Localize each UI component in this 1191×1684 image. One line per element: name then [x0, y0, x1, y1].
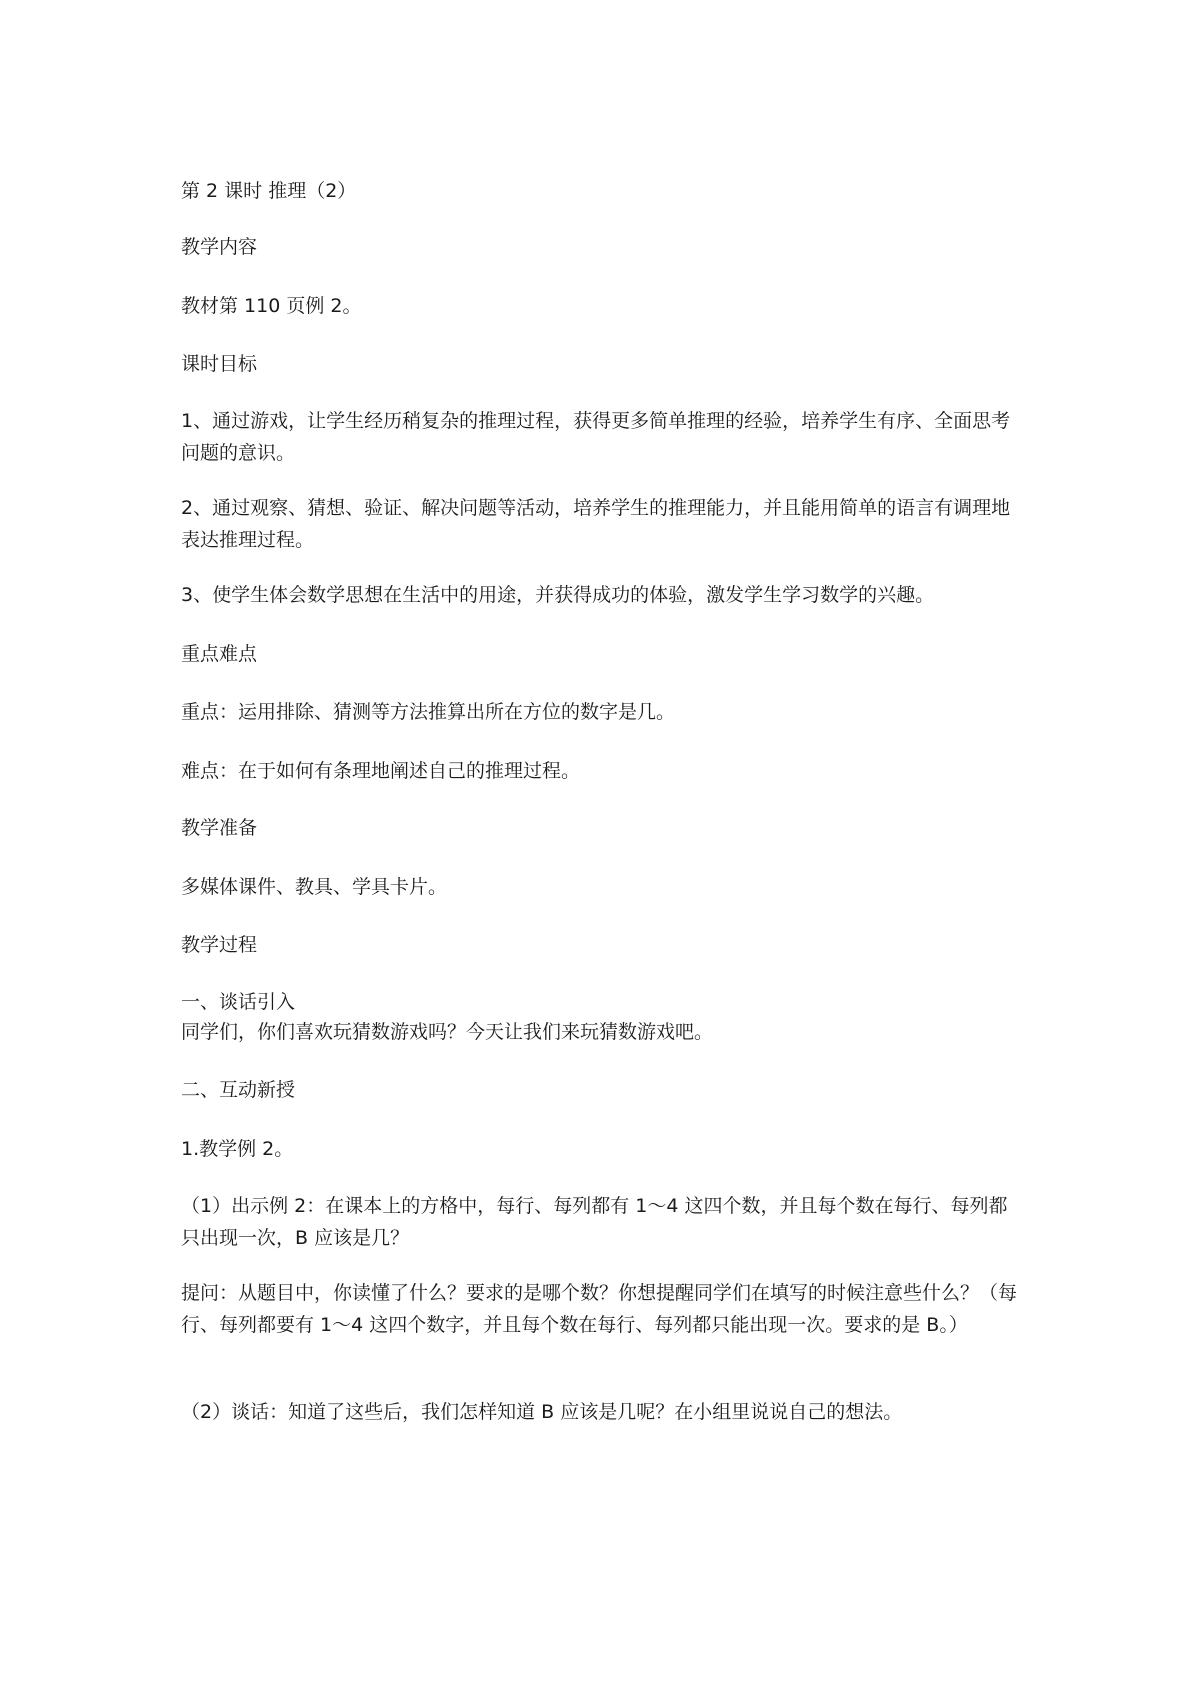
heading-teaching-preparation: 教学准备 — [181, 817, 258, 839]
step-1-title: 一、谈话引入 — [181, 991, 296, 1013]
step-1-text: 同学们，你们喜欢玩猜数游戏吗？今天让我们来玩猜数游戏吧。 — [181, 1021, 714, 1043]
example-title: 1.教学例 2。 — [181, 1138, 294, 1160]
step-2-title: 二、互动新授 — [181, 1079, 296, 1101]
goal-item-1: 1、通过游戏，让学生经历稍复杂的推理过程，获得更多简单推理的经验，培养学生有序、全面思考问题的意识。 — [181, 410, 1011, 464]
question-text: 提问：从题目中，你读懂了什么？要求的是哪个数？你想提醒同学们在填写的时候注意些什么？（每行、每列都要有 1～4 这四个数字，并且每个数在每行、每列都只能出现一次。要求的是 B。） — [181, 1282, 1018, 1336]
heading-teaching-process: 教学过程 — [181, 934, 258, 956]
example-part-2: （2）谈话：知道了这些后，我们怎样知道 B 应该是几呢？在小组里说说自己的想法。 — [181, 1401, 903, 1423]
difficulty-text: 难点：在于如何有条理地阐述自己的推理过程。 — [181, 760, 581, 782]
goal-item-3: 3、使学生体会数学思想在生活中的用途，并获得成功的体验，激发学生学习数学的兴趣。 — [181, 584, 935, 606]
key-point-text: 重点：运用排除、猜测等方法推算出所在方位的数字是几。 — [181, 701, 676, 723]
heading-lesson-goals: 课时目标 — [181, 353, 258, 375]
teaching-content-text: 教材第 110 页例 2。 — [181, 295, 362, 317]
lesson-title: 第 2 课时 推理（2） — [181, 180, 357, 202]
example-part-1: （1）出示例 2：在课本上的方格中，每行、每列都有 1～4 这四个数，并且每个数在每行、每列都只出现一次，B 应该是几？ — [181, 1195, 1008, 1249]
heading-key-difficulty: 重点难点 — [181, 643, 258, 665]
heading-teaching-content: 教学内容 — [181, 236, 258, 258]
preparation-text: 多媒体课件、教具、学具卡片。 — [181, 876, 448, 898]
goal-item-2: 2、通过观察、猜想、验证、解决问题等活动，培养学生的推理能力，并且能用简单的语言有调理地表达推理过程。 — [181, 497, 1011, 551]
